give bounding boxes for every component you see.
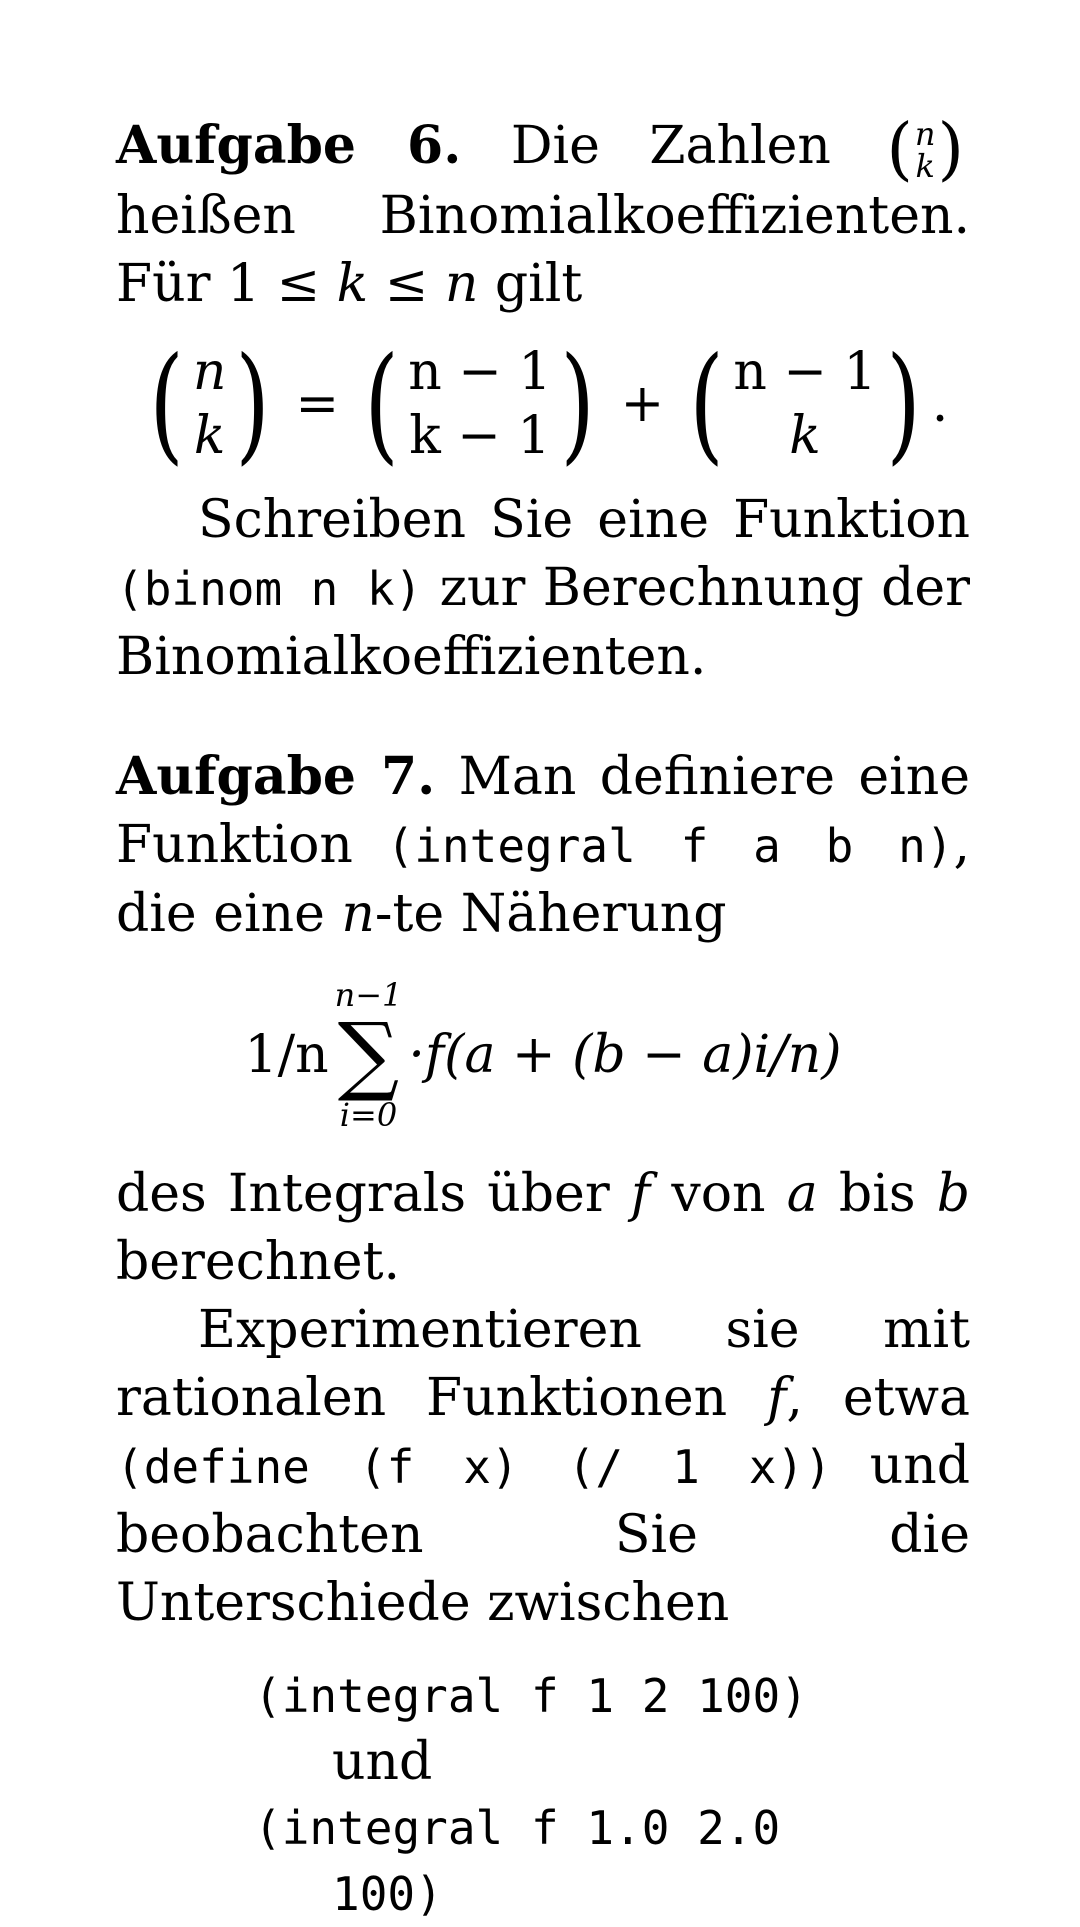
exercise-7-paragraph — [116, 743, 970, 948]
define-code: (define (f x) (/ 1 x)) — [116, 1439, 832, 1494]
after-text-3: bis — [838, 1163, 916, 1224]
binomial-term-1-top: n − 1 — [408, 341, 552, 402]
exercise-7-experiment — [116, 1296, 970, 1637]
formula-prefix: 1/n — [244, 1024, 329, 1085]
summation — [334, 975, 403, 1134]
after-text-2: von — [671, 1163, 766, 1224]
code-comparison-block — [116, 1663, 970, 1927]
binomial-term-2-bottom: k — [789, 405, 821, 466]
exercise-6-heading: Aufgabe 6. — [116, 115, 462, 176]
exercise-6-task — [116, 486, 970, 691]
inline-binomial: ( n k ) — [886, 109, 965, 189]
binom-code: (binom n k) — [116, 561, 423, 616]
exercise-6-intro: Die Zahlen — [510, 116, 831, 176]
code-line-2: (integral f 1.0 2.0 — [254, 1800, 781, 1855]
experiment-text-3: und beobachten Sie die Unterschiede zwischen — [116, 1435, 971, 1633]
leq-symbol: ≤ — [384, 253, 429, 314]
binomial-term-1-bottom: k − 1 — [409, 405, 551, 466]
binomial-lhs-bottom: k — [193, 405, 226, 466]
exercise-7-intro-2: , die eine — [116, 814, 971, 944]
after-text-1: des Integrals über — [116, 1163, 610, 1224]
var-n-exercise-7: n — [341, 883, 375, 944]
sum-lower-limit: i=0 — [339, 1095, 398, 1134]
exercise-6-paragraph — [116, 109, 970, 318]
var-f: f — [630, 1163, 651, 1224]
equals-sign: = — [295, 373, 340, 434]
after-text-4: berechnet. — [116, 1231, 400, 1292]
integral-approximation-formula — [116, 970, 970, 1140]
experiment-text-1: Experimentieren sie mit rationalen Funktionen — [116, 1299, 970, 1428]
sigma-symbol: ∑ — [337, 1004, 400, 1105]
binomial-term-2: ( n − 1 k ) — [689, 329, 921, 477]
binomial-lhs: ( n k ) — [149, 329, 271, 477]
exercise-7-intro-3: -te Näherung — [374, 883, 727, 944]
exercise-7-intro-1: Man definiere eine Funktion — [116, 746, 971, 875]
sum-upper-limit: n−1 — [334, 975, 403, 1014]
binomial-lhs-top: n — [192, 341, 227, 402]
formula-period: . — [931, 373, 949, 434]
inline-binomial-bottom: k — [915, 146, 935, 185]
exercise-6-task-text-1: Schreiben Sie eine Funktion — [198, 489, 970, 550]
formula-body: ·f(a + (b − a)i/n) — [408, 1024, 842, 1085]
plus-sign: + — [620, 373, 665, 434]
binomial-term-2-top: n − 1 — [733, 341, 877, 402]
binomial-recurrence-formula — [116, 329, 970, 477]
integral-code: (integral f a b n) — [386, 818, 954, 873]
und-connector: und — [332, 1731, 433, 1792]
exercise-6-text-after-binom: heißen Binomialkoeffizienten. Für 1 ≤ — [116, 185, 970, 314]
exercise-7-after-formula — [116, 1160, 970, 1296]
var-b: b — [936, 1163, 970, 1224]
code-line-3: 100) — [332, 1866, 443, 1921]
binomial-term-1: ( n − 1 k − 1 ) — [364, 329, 596, 477]
exercise-7-heading: Aufgabe 7. — [116, 745, 436, 807]
experiment-text-2: , etwa — [786, 1367, 970, 1428]
var-a: a — [786, 1163, 818, 1224]
exercise-6-gilt: gilt — [494, 253, 583, 314]
var-k: k — [336, 253, 369, 314]
inline-binomial-top: n — [914, 114, 936, 153]
exercise-6-task-text-2: zur Berechnung der Binomialkoeffizienten. — [116, 557, 971, 687]
experiment-var-f: f — [767, 1367, 787, 1428]
code-line-1: (integral f 1 2 100) — [254, 1668, 808, 1723]
var-n: n — [444, 253, 479, 314]
